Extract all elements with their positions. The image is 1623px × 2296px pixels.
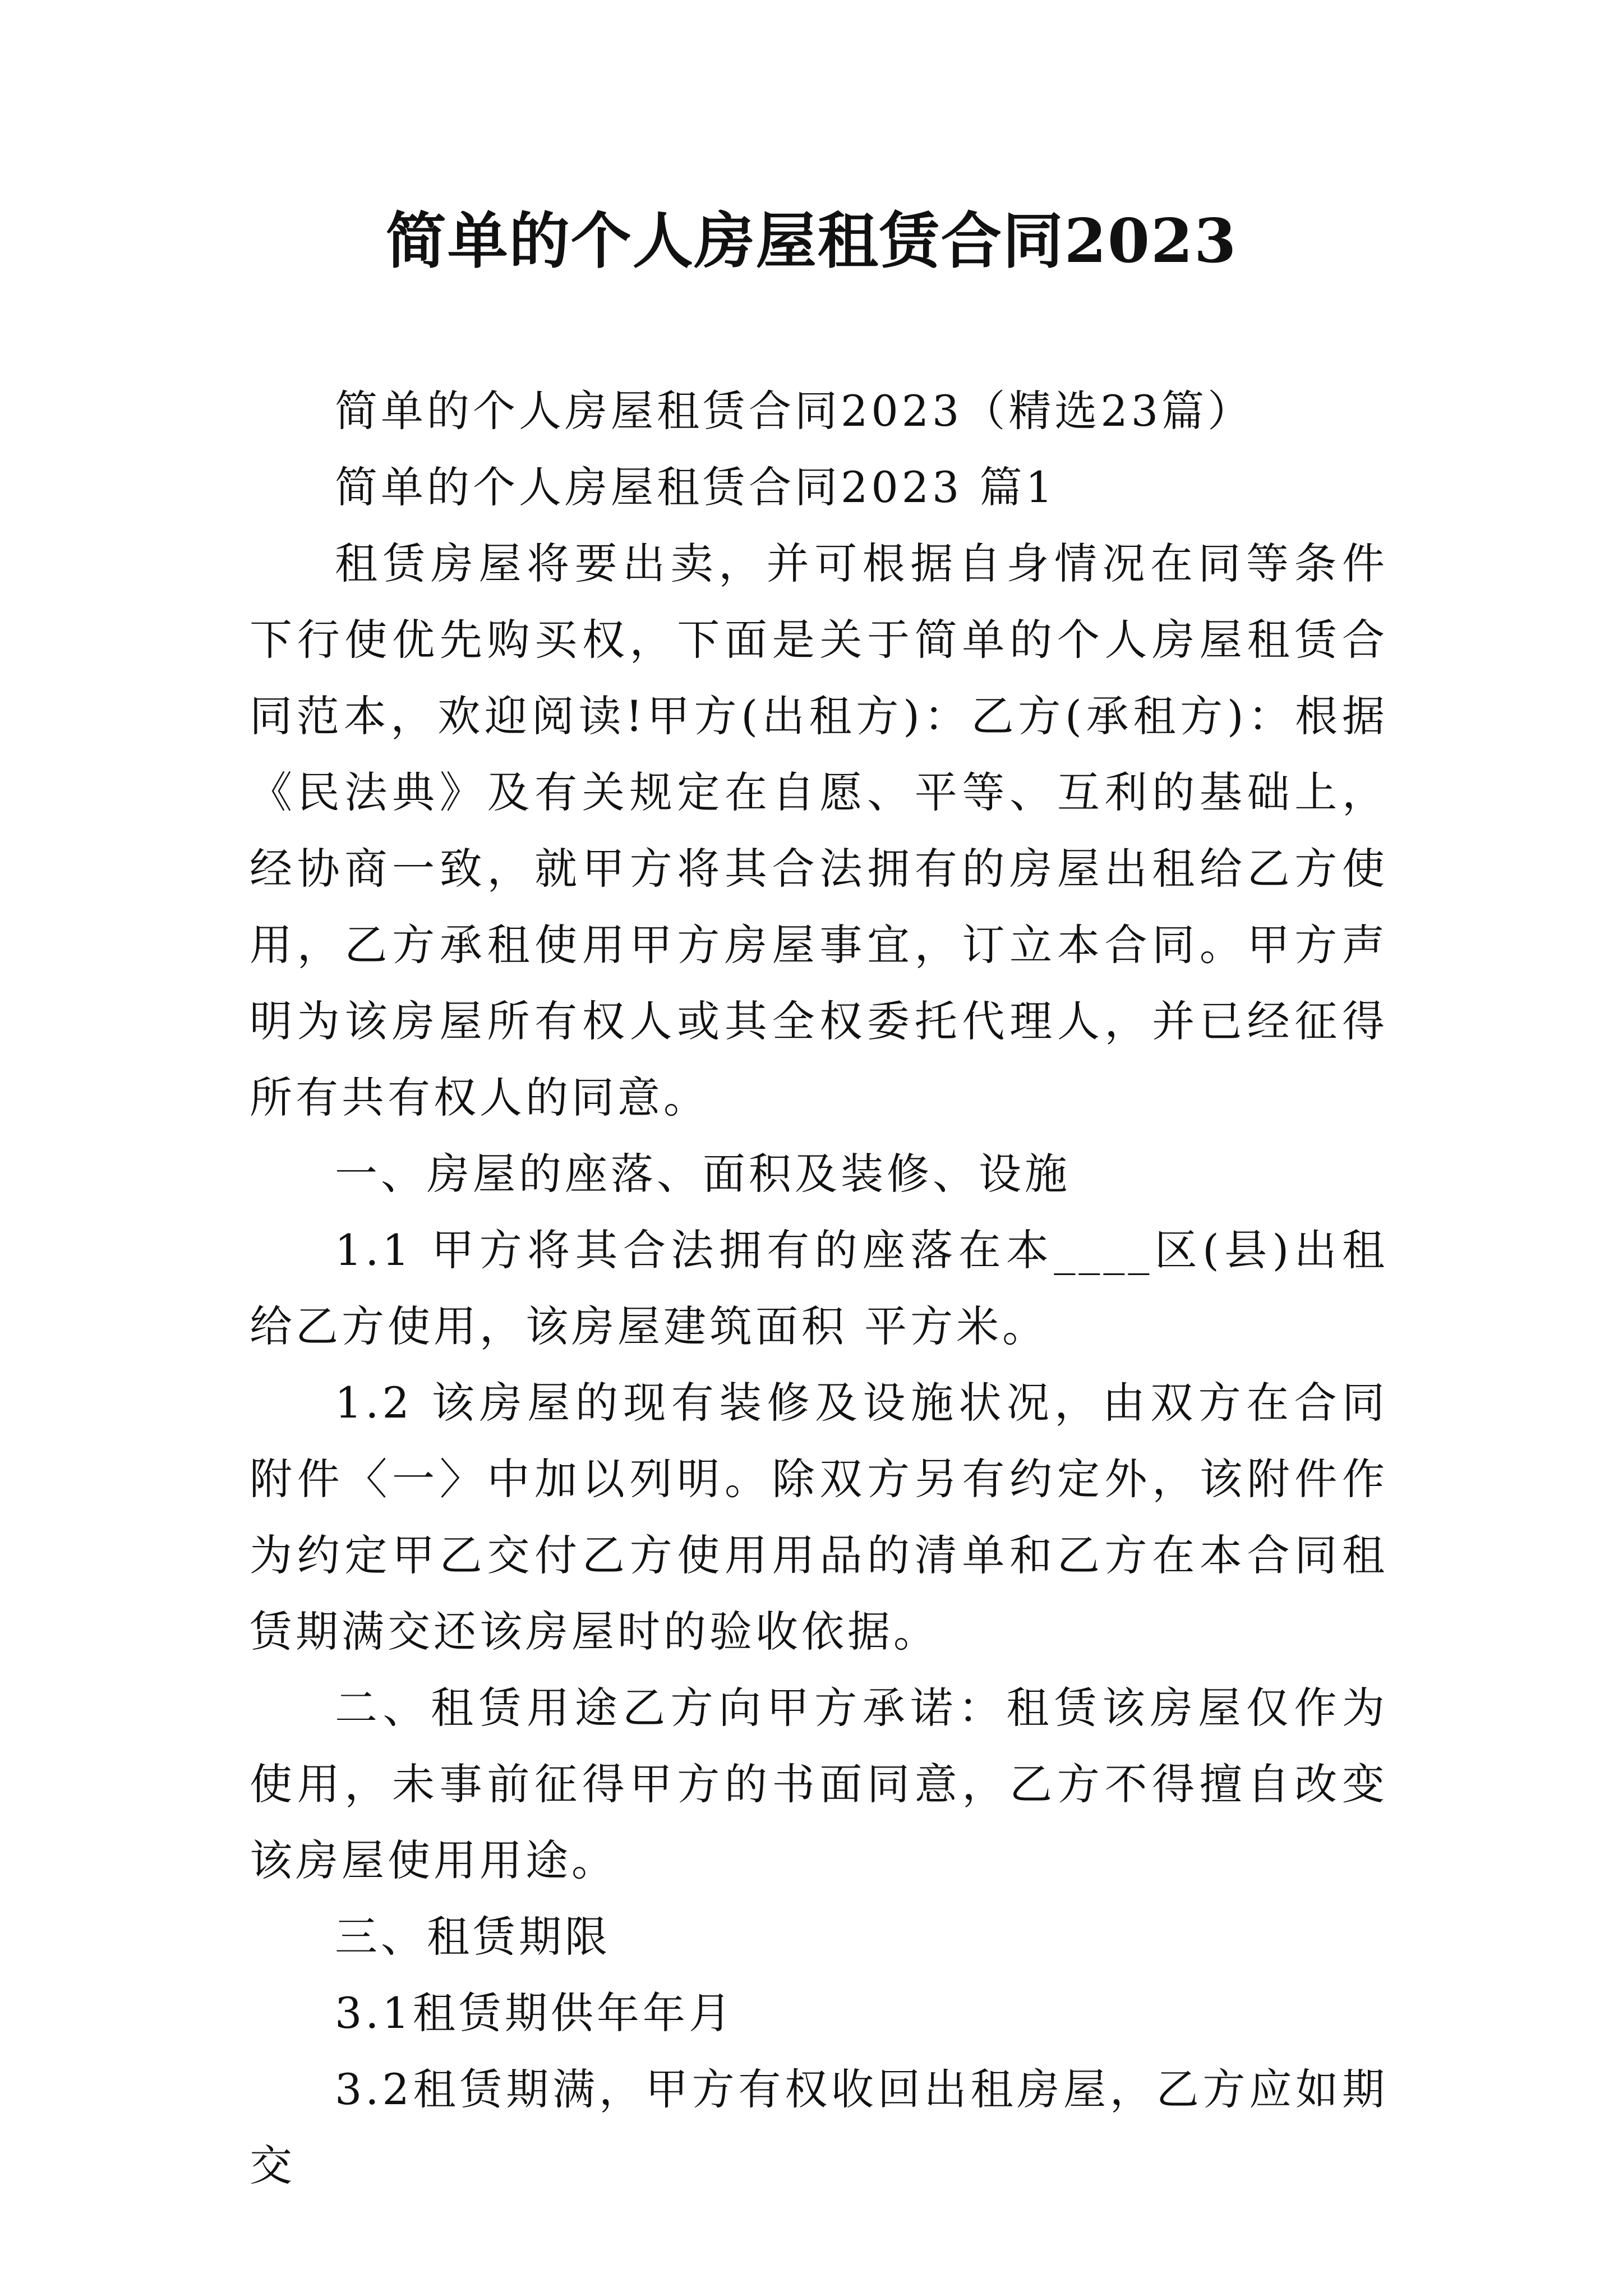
paragraph-clause-2: 二、租赁用途乙方向甲方承诺：租赁该房屋仅作为 使用，未事前征得甲方的书面同意，乙方不得擅自改变该房屋使用用途。	[250, 1683, 1388, 1885]
paragraph-clause-3-1: 3.1租赁期供年年月	[335, 1988, 735, 2038]
paragraph-clause-1-heading: 一、房屋的座落、面积及装修、设施	[335, 1149, 1071, 1199]
paragraph-clause-1-2: 1.2 该房屋的现有装修及设施状况，由双方在合同附件〈一〉中加以列明。除双方另有约定外，该附件作为约定甲乙交付乙方使用用品的清单和乙方在本合同租赁期满交还该房屋时的验收依据。	[250, 1378, 1388, 1657]
paragraph-clause-3-heading: 三、租赁期限	[335, 1912, 611, 1962]
paragraph-clause-3-2: 3.2租赁期满，甲方有权收回出租房屋，乙方应如期交	[250, 2064, 1388, 2191]
document-title: 简单的个人房屋租赁合同2023	[385, 206, 1238, 277]
document-body	[250, 373, 1388, 2204]
paragraph-collection-title: 简单的个人房屋租赁合同2023（精选23篇）	[335, 386, 1254, 436]
paragraph-clause-1-1: 1.1 甲方将其合法拥有的座落在本____区(县)出租给乙方使用，该房屋建筑面积 平方米。	[250, 1225, 1388, 1351]
paragraph-section-heading: 简单的个人房屋租赁合同2023 篇1	[335, 462, 1056, 512]
paragraph-intro: 租赁房屋将要出卖，并可根据自身情况在同等条件下行使优先购买权，下面是关于简单的个人房屋租赁合同范本，欢迎阅读!甲方(出租方)：乙方(承租方)：根据《民法典》及有关规定在自愿、平等、互利的基础上，经协商一致，就甲方将其合法拥有的房屋出租给乙方使用，乙方承租使用甲方房屋事宜，订立本合同。甲方声明为该房屋所有权人或其全权委托代理人，并已经征得所有共有权人的同意。	[250, 539, 1388, 1122]
